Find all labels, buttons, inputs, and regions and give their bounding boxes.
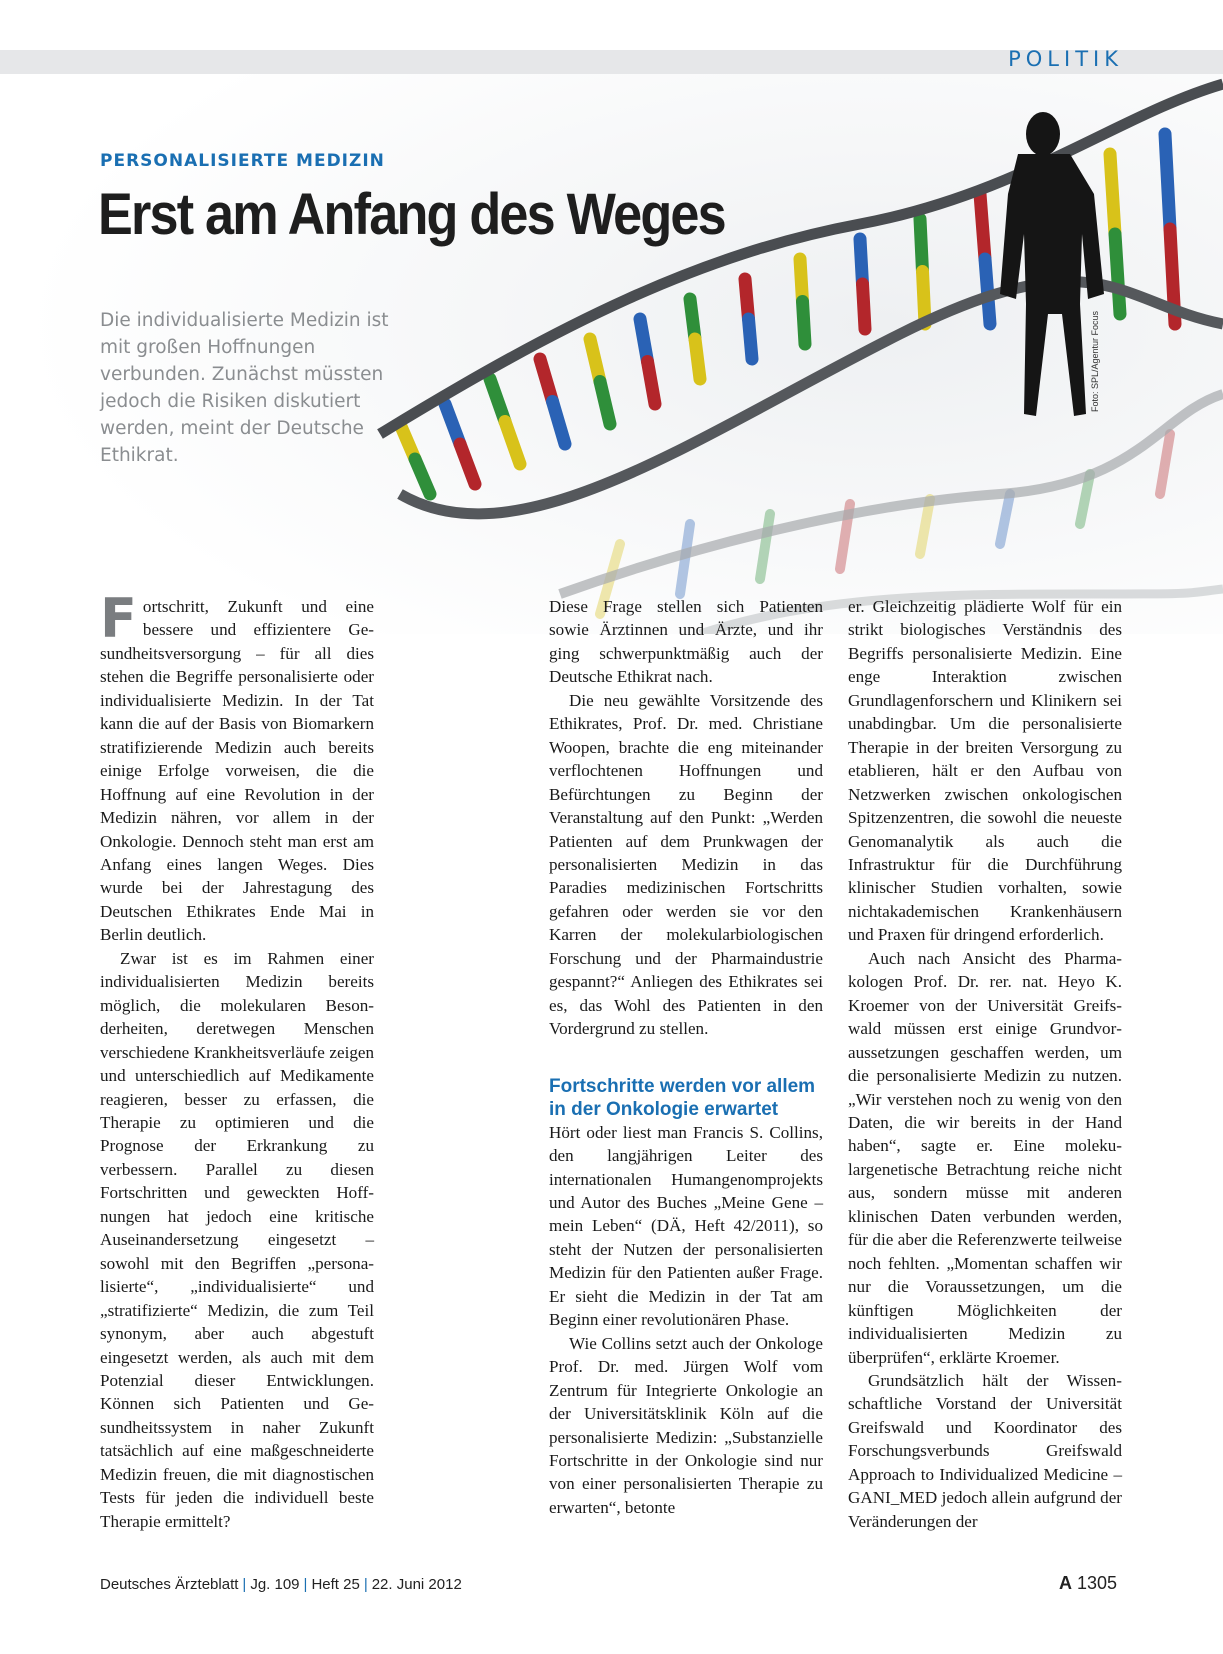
column-1 <box>100 587 374 1533</box>
page-title: Erst am Anfang des Weges <box>98 182 725 247</box>
kicker: PERSONALISIERTE MEDIZIN <box>100 151 385 171</box>
paragraph-9: Grundsätzlich hält der Wissenschaftliche Vorstand der Universität Greifswald und Koordinator des Forschungsverbunds Greifswald Approach to Individualized Medicine – GANI_MED jedoch allein aufgrund der Veränderungen der <box>848 1370 1122 1531</box>
footer-citation: Deutsches Ärzteblatt | Jg. 109 | Heft 25 | 22. Juni 2012 <box>100 1576 462 1593</box>
journal-name: Deutsches Ärzteblatt <box>100 1576 239 1593</box>
column-3 <box>848 595 1122 1533</box>
photo-credit: Foto: SPL/Agentur Focus <box>1090 310 1100 412</box>
paragraph-5: Hört oder liest man Francis S. Collins, den langjährigen Leiter des internationalen Humangenomprojekts und Autor des Buches „Meine Gene – mein Leben“ (DÄ, Heft 42/2011), so steht der Nutzen der personalisierten Medizin für den Patienten außer Frage. Er sieht die Medizin in der Tat am Beginn einer revolutionären Phase. <box>549 1122 823 1330</box>
paragraph-3: Diese Frage stellen sich Patienten sowie Ärztinnen und Ärzte, und ihr ging schwerpunktmäßig auch der Deutsche Ethikrat nach. <box>549 597 823 687</box>
lead-paragraph: Die individualisierte Medizin ist mit großen Hoffnungen verbunden. Zunächst müssten jedoch die Risiken diskutiert werden, meint der Deutsche Ethikrat. <box>100 310 389 466</box>
issue: Heft 25 <box>311 1576 360 1593</box>
paragraph-8: Auch nach Ansicht des Pharmakologen Prof. Dr. rer. nat. Heyo K. Kroemer von der Universität Greifswald müssen erst einige Grundvoraussetzungen geschaffen werden, um die personalisierte Medizin zu nutzen. „Wir verstehen noch zu wenig von den Daten, die wir bereits in der Hand haben“, sagte er. Eine molekulargenetische Betrachtung reiche nicht aus, sondern müsse mit anderen klinischen Daten verbunden werden, für die aber die Referenzwerte teilweise noch fehlten. „Momentan schaffen wir nur die Voraussetzungen, um die künftigen Möglichkeiten der individualisierten Medizin zu überprüfen“, erklärte Kroemer. <box>848 948 1122 1367</box>
paragraph-4: Die neu gewählte Vorsitzende des Ethikrates, Prof. Dr. med. Christiane Woopen, brachte die eng miteinander verflochtenen Hoffnungen und Befürchtungen zu Beginn der Veranstaltung auf den Punkt: „Werden Patienten auf dem Prunkwagen der personalisierten Medizin in das Paradies medizinischen Fortschritts gefahren oder werden sie vor den Karren der molekularbiologischen Forschung und der Pharmaindustrie gespannt?“ Anliegen des Ethikrates sei es, das Wohl des Patienten in den Vordergrund zu stellen. <box>549 690 823 1039</box>
volume: Jg. 109 <box>250 1576 300 1593</box>
paragraph-7: er. Gleichzeitig plädierte Wolf für ein strikt biologisches Verständnis des Begriffs personalisierte Medizin. Eine enge Interaktion zwischen Grundlagenforschern und Klinikern sei unabdingbar. Um die personalisierte Therapie in der breiten Versorgung zu etablieren, hält er den Aufbau von Netzwerken zwischen onkologischen Spitzenzentren, die sowohl die neueste Genomanalytik als auch die Infrastruktur für die Durchführung klinischer Studien vorhalten, sowie nichtakademischen Krankenhäusern und Praxen für dringend erforderlich. <box>848 597 1122 945</box>
issue-date: 22. Juni 2012 <box>371 1576 462 1593</box>
column-2 <box>549 595 823 1519</box>
paragraph-1: Fortschritt, Zukunft und eine bessere und effizientere Gesundheitsversorgung – für all dies stehen die Begriffe personalisierte oder individualisierte Medizin. In der Tat kann die auf der Basis von Biomarkern stratifizierende Medizin auch bereits einige Erfolge vorweisen, die die Hoffnung auf eine Revolution in der Medizin nähren, vor allem in der Onkologie. Dennoch steht man erst am Anfang eines langen Weges. Dies wurde bei der Jahrestagung des Deutschen Ethikrates Ende Mai in Berlin deutlich. <box>100 587 374 945</box>
subheading: Fortschritte werden vor allem in der Onkologie erwartet <box>549 1075 816 1120</box>
paragraph-6: Wie Collins setzt auch der Onkologe Prof. Dr. med. Jürgen Wolf vom Zentrum für Integrierte Onkologie an der Universitätsklinik Köln auf die personalisierte Medizin: „Substanzielle Fortschritte in der Onkologie sind nur von einer personalisierten Therapie zu erwarten“, betonte <box>549 1333 823 1517</box>
section-label: POLITIK <box>1008 47 1123 71</box>
page-number: A 1305 <box>1058 1573 1117 1593</box>
drop-cap: F <box>100 587 137 650</box>
paragraph-2: Zwar ist es im Rahmen einer individualisierten Medizin bereits möglich, die molekularen Besonderheiten, deretwegen Menschen verschiedene Krankheitsverläufe zeigen und unterschiedlich auf Medikamente reagieren, besser zu erfassen, die Therapie zu optimieren und die Prognose der Erkrankung zu verbessern. Parallel zu diesen Fortschritten und geweckten Hoffnungen hat jedoch eine kritische Auseinandersetzung eingesetzt – sowohl mit den Begriffen „personalisierte“, „individualisierte“ und „stratifizierte“ Medizin, die zum Teil synonym, aber auch abgestuft eingesetzt werden, als auch mit dem Potenzial dieser Entwicklungen. Können sich Patienten und Gesundheitssystem in naher Zukunft tatsächlich auf eine maßgeschneiderte Medizin freuen, die mit diagnostischen Tests für jeden die individuell beste Therapie ermittelt? <box>100 948 374 1531</box>
